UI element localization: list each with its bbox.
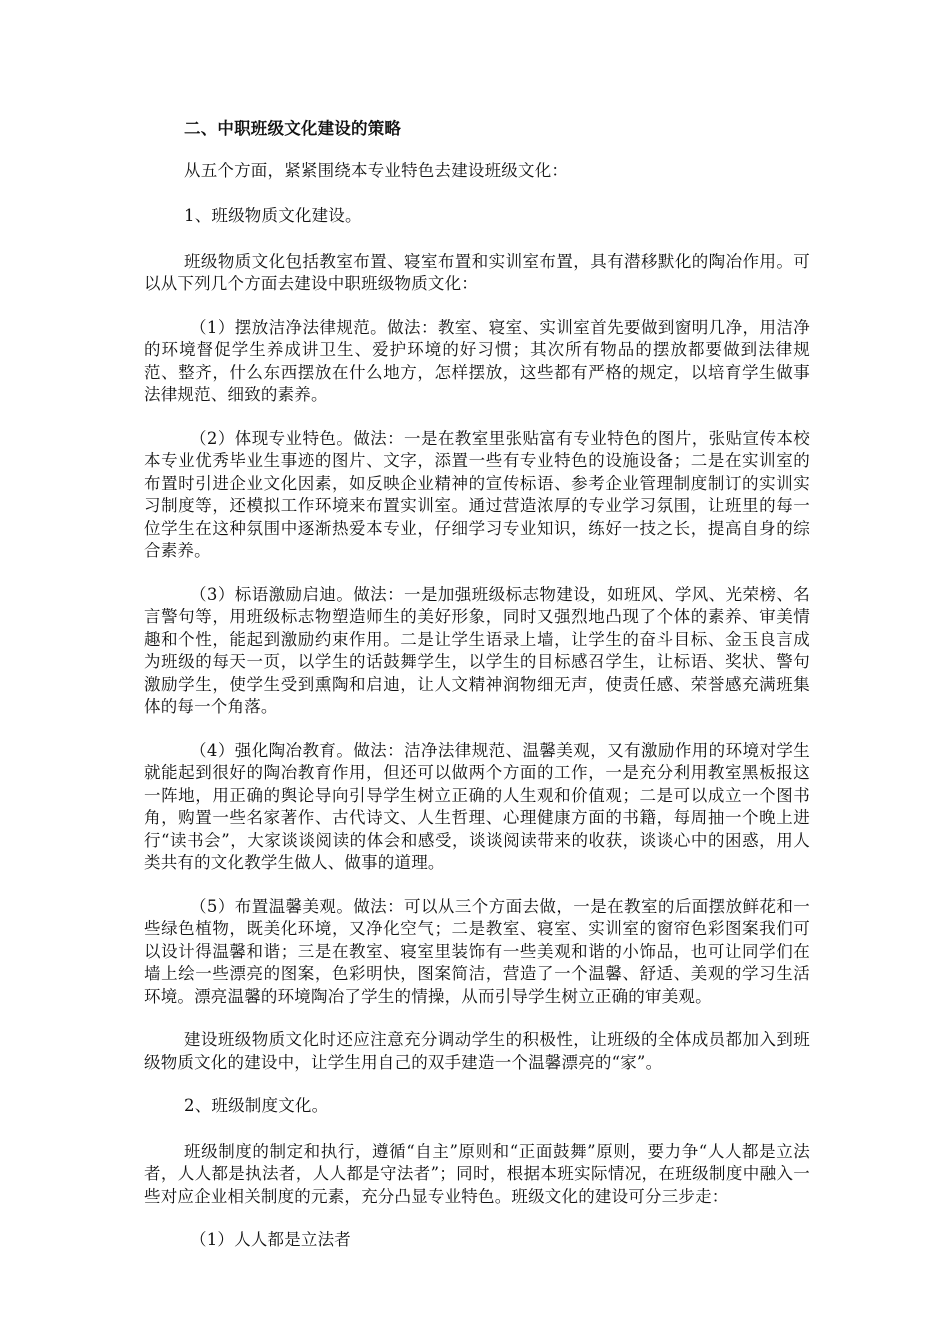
paragraph-item-2-specialty: （2）体现专业特色。做法：一是在教室里张贴富有专业特色的图片，张贴宣传本校本专业优秀毕业生事迹的图片、文字，添置一些有专业特色的设施设备；二是在实训室的布置时引进企业文化因素，如反映企业精神的宣传标语、参考企业管理制度制订的实训实习制度等，还模拟工作环境来布置实训室。通过营造浓厚的专业学习氛围，让班里的每一位学生在这种氛围中逐渐热爱本专业，仔细学习专业知识，练好一技之长，提高自身的综合素养。 bbox=[144, 428, 810, 560]
paragraph-step-1: （1）人人都是立法者 bbox=[190, 1230, 351, 1249]
paragraph-item-3-slogans: （3）标语激励启迪。做法：一是加强班级标志物建设，如班风、学风、光荣榜、名言警句等，用班级标志物塑造师生的美好形象，同时又强烈地凸现了个体的素养、审美情趣和个性，能起到激励约束作用。二是让学生语录上墙，让学生的奋斗目标、金玉良言成为班级的每天一页，以学生的话鼓舞学生，以学生的目标感召学生，让标语、奖状、警句激励学生，使学生受到熏陶和启迪，让人文精神润物细无声，使责任感、荣誉感充满班集体的每一个角落。 bbox=[144, 584, 810, 716]
paragraph-material-culture-summary: 建设班级物质文化时还应注意充分调动学生的积极性，让班级的全体成员都加入到班级物质文化的建设中，让学生用自己的双手建造一个温馨漂亮的“家”。 bbox=[144, 1030, 810, 1072]
intro-paragraph: 从五个方面，紧紧围绕本专业特色去建设班级文化： bbox=[184, 160, 569, 180]
paragraph-item-1-tidy: （1）摆放洁净法律规范。做法：教室、寝室、实训室首先要做到窗明几净，用洁净的环境督促学生养成讲卫生、爱护环境的好习惯；其次所有物品的摆放都要做到法律规范、整齐，什么东西摆放在什么地方，怎样摆放，这些都有严格的规定，以培育学生做事法律规范、细致的素养。 bbox=[144, 317, 810, 404]
subsection-title-institution-culture: 2、班级制度文化。 bbox=[184, 1096, 329, 1115]
subsection-title-material-culture: 1、班级物质文化建设。 bbox=[184, 206, 362, 225]
paragraph-item-5-decoration: （5）布置温馨美观。做法：可以从三个方面去做，一是在教室的后面摆放鲜花和一些绿色植物，既美化环境，又净化空气；二是教室、寝室、实训室的窗帘色彩图案我们可以设计得温馨和谐；三是在教室、寝室里装饰有一些美观和谐的小饰品，也可让同学们在墙上绘一些漂亮的图案，色彩明快，图案简洁，营造了一个温馨、舒适、美观的学习生活环境。漂亮温馨的环境陶冶了学生的情操，从而引导学生树立正确的审美观。 bbox=[144, 896, 810, 1006]
section-heading: 二、中职班级文化建设的策略 bbox=[184, 119, 402, 138]
paragraph-institution-culture: 班级制度的制定和执行，遵循“自主”原则和“正面鼓舞”原则，要力争“人人都是立法者，人人都是执法者，人人都是守法者”；同时，根据本班实际情况，在班级制度中融入一些对应企业相关制度的元素，充分凸显专业特色。班级文化的建设可分三步走： bbox=[144, 1141, 810, 1206]
document-body bbox=[144, 118, 810, 1273]
paragraph-material-culture-overview: 班级物质文化包括教室布置、寝室布置和实训室布置，具有潜移默化的陶冶作用。可以从下列几个方面去建设中职班级物质文化： bbox=[144, 251, 810, 293]
paragraph-item-4-education: （4）强化陶冶教育。做法：洁净法律规范、温馨美观，又有激励作用的环境对学生就能起到很好的陶冶教育作用，但还可以做两个方面的工作，一是充分利用教室黑板报这一阵地，用正确的舆论导向引导学生树立正确的人生观和价值观；二是可以成立一个图书角，购置一些名家著作、古代诗文、人生哲理、心理健康方面的书籍，每周抽一个晚上进行“读书会”，大家谈谈阅读的体会和感受，谈谈阅读带来的收获，谈谈心中的困惑，用人类共有的文化教学生做人、做事的道理。 bbox=[144, 740, 810, 872]
